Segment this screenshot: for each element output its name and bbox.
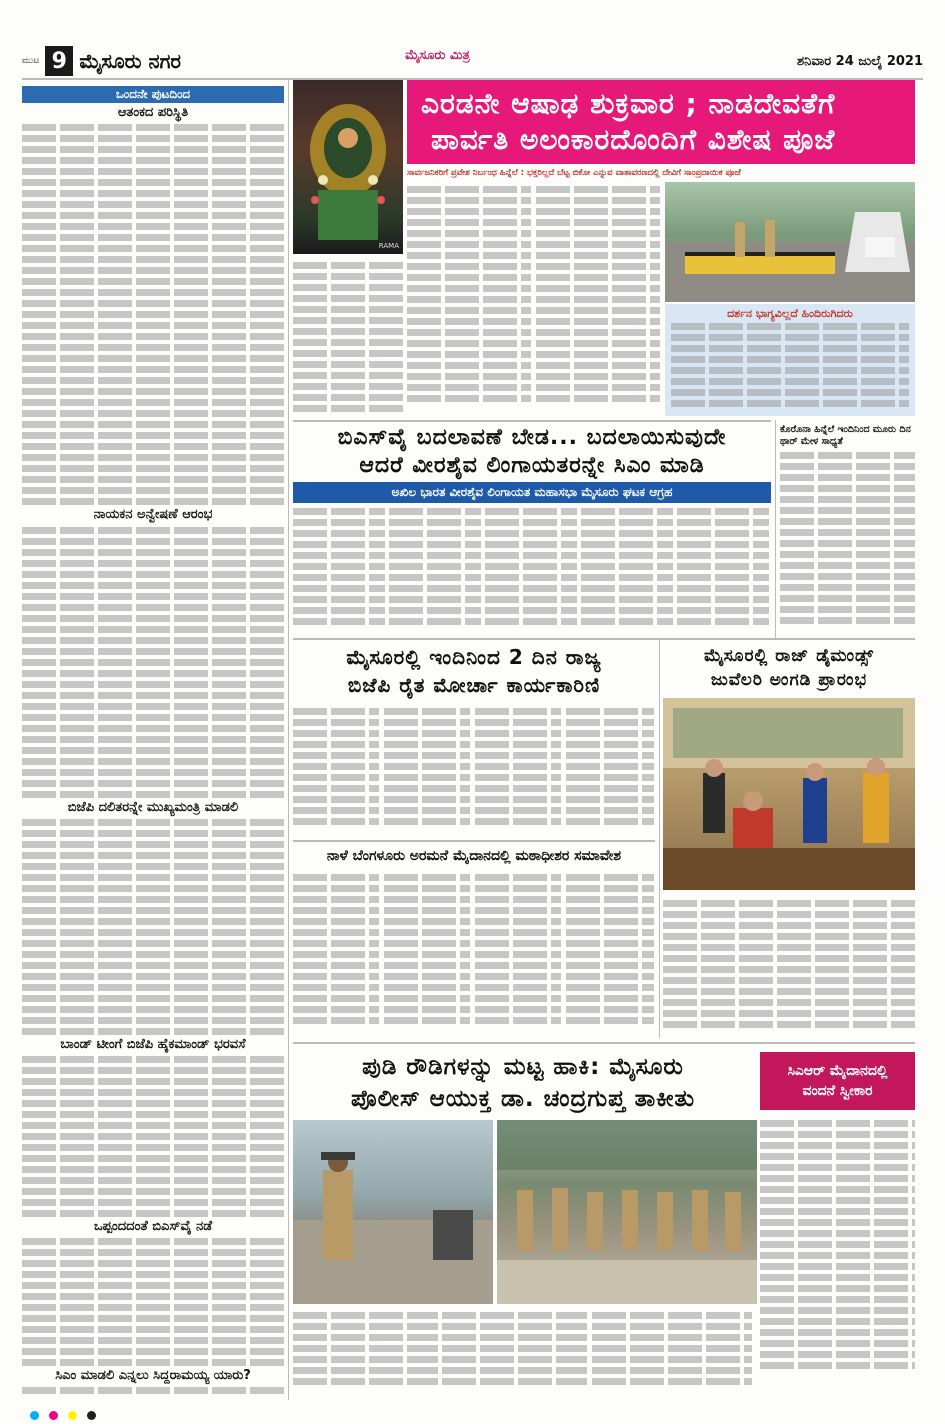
black-mark	[87, 1411, 96, 1420]
story6-headline-line2: ಪೊಲೀಸ್ ಆಯುಕ್ತ ಡಾ. ಚಂದ್ರಗುಪ್ತ ತಾಕೀತು	[350, 1086, 696, 1112]
story1-headline-line1: ಎರಡನೇ ಆಷಾಢ ಶುಕ್ರವಾರ ; ನಾಡದೇವತೆಗೆ	[421, 87, 836, 120]
story6-col1	[293, 1308, 438, 1400]
column-divider	[288, 80, 289, 1400]
section-heading: ನಾಯಕನ ಅನ್ವೇಷಣೆ ಆರಂಭ	[93, 507, 213, 523]
paper-name: ಮೈಸೂರು ಮಿತ್ರ	[405, 48, 470, 63]
story6-col3	[592, 1308, 752, 1400]
story2-col5	[677, 504, 769, 634]
promo-box	[760, 1052, 915, 1110]
caption-box-1	[665, 304, 915, 416]
masthead	[22, 44, 923, 78]
story6-col4	[760, 1116, 915, 1400]
story4-headline-line2: ಜುವೆಲರಿ ಅಂಗಡಿ ಪ್ರಾರಂಭ	[710, 670, 868, 690]
section-heading: ಒಪ್ಪಂದದಂತೆ ಬಿಎಸ್‌ವೈ ನಡೆ	[93, 1219, 213, 1235]
story1-text-col0	[293, 258, 403, 416]
jewellery-store-photo	[663, 698, 915, 890]
police-barricade-photo	[665, 182, 915, 302]
story5-col3	[475, 870, 561, 1036]
rule	[293, 1042, 915, 1044]
section-heading: ಆತಂಕದ ಪರಿಸ್ಥಿತಿ	[117, 105, 189, 121]
police-parade-photo	[497, 1120, 757, 1304]
promo-line1: ಸಿಎಆರ್ ಮೈದಾನದಲ್ಲಿ	[787, 1063, 888, 1079]
goddess-photo	[293, 80, 403, 254]
police-commissioner-photo	[293, 1120, 493, 1304]
story3-headline-line2: ಬಿಜೆಪಿ ರೈತ ಮೋರ್ಚಾ ಕಾರ್ಯಕಾರಿಣಿ	[347, 673, 601, 697]
story1-text-col1	[407, 182, 531, 416]
cyan-mark	[30, 1411, 39, 1420]
story3-col4	[566, 704, 654, 836]
page-label: ಮುಟ	[22, 56, 40, 66]
story1-headline	[407, 80, 915, 164]
story4-text	[663, 896, 915, 1036]
sidebar1	[780, 424, 915, 636]
continued-band: ಒಂದನೇ ಪುಟದಿಂದ	[22, 86, 284, 103]
caption-title: ದರ್ಶನ ಭಾಗ್ಯವಿಲ್ಲದೆ ಹಿಂದಿರುಗಿದರು	[727, 307, 853, 320]
story2-subbar: ಅಖಿಲ ಭಾರತ ವೀರಶೈವ ಲಿಂಗಾಯತ ಮಹಾಸಭಾ ಮೈಸೂರು ಘಟಕ ಆಗ್ರಹ	[293, 482, 771, 503]
story3-col2	[384, 704, 470, 836]
rule	[293, 420, 771, 422]
magenta-mark	[49, 1411, 58, 1420]
rule	[293, 638, 915, 640]
left-column	[22, 86, 284, 1396]
story1-headline-line2: ಪಾರ್ವತಿ ಅಲಂಕಾರದೊಂದಿಗೆ ವಿಶೇಷ ಪೂಜೆ	[431, 123, 836, 156]
story2-headline-line2: ಆದರೆ ವೀರಶೈವ ಲಿಂಗಾಯತರನ್ನೇ ಸಿಎಂ ಮಾಡಿ	[359, 453, 705, 478]
sidebar1-title: ಕೊರೊನಾ ಹಿನ್ನೆಲೆ ಇಂದಿನಿಂದ ಮೂರು ದಿನ ಥಾರ್ ಮೇಳ ಸಾಧ್ಯತೆ	[780, 424, 911, 447]
column-divider	[775, 420, 776, 638]
registration-marks	[30, 1411, 96, 1420]
story5-col1	[293, 870, 379, 1036]
photo-credit: RAMA	[378, 242, 399, 250]
story5-headline: ನಾಳೆ ಬೆಂಗಳೂರು ಅರಮನೆ ಮೈದಾನದಲ್ಲಿ ಮಠಾಧೀಶರ ಸಮಾವೇಶ	[326, 848, 622, 864]
page-number: 9	[45, 46, 73, 76]
story2-col1	[293, 504, 385, 634]
story5-col4	[566, 870, 654, 1036]
section-heading: ಸಿಎಂ ಮಾಡಲಿ ಎನ್ನಲು ಸಿದ್ದರಾಮಯ್ಯ ಯಾರು?	[55, 1368, 251, 1384]
story1-kicker: ಸಾರ್ವಜನಿಕರಿಗೆ ಪ್ರವೇಶ ನಿರ್ಬಂಧ ಹಿನ್ನೆಲೆ : ಭಕ್ತರಿಲ್ಲದೆ ಬೆಟ್ಟ ಬಿಕೋ ಎನ್ನುವ ವಾತಾವರಣದಲ್ಲಿ ದೇವಿಗೆ ಸಾಂಪ್ರದಾಯಿಕ ಪೂಜೆ	[407, 168, 741, 178]
issue-date: ಶನಿವಾರ 24 ಜುಲೈ 2021	[796, 53, 923, 69]
story2-col2	[389, 504, 481, 634]
story5-col2	[384, 870, 470, 1036]
story2-headline-line1: ಬಿಎಸ್‌ವೈ ಬದಲಾವಣೆ ಬೇಡ... ಬದಲಾಯಿಸುವುದೇ	[337, 425, 727, 450]
page-tag	[22, 46, 181, 76]
story6-col2	[442, 1308, 587, 1400]
section-heading: ಬಾಂಡ್ ಟೀಂಗೆ ಬಿಜೆಪಿ ಹೈಕಮಾಂಡ್ ಭರವಸೆ	[60, 1036, 246, 1052]
rule	[293, 840, 655, 842]
story2-col4	[581, 504, 673, 634]
story2-col3	[485, 504, 577, 634]
story3-headline-line1: ಮೈಸೂರಲ್ಲಿ ಇಂದಿನಿಂದ 2 ದಿನ ರಾಜ್ಯ	[346, 645, 602, 669]
story4-headline-line1: ಮೈಸೂರಲ್ಲಿ ರಾಜ್ ಡೈಮಂಡ್ಸ್	[703, 646, 875, 666]
yellow-mark	[68, 1411, 77, 1420]
story3-col3	[475, 704, 561, 836]
story1-text-col2	[536, 182, 660, 416]
column-divider	[659, 640, 660, 1038]
story3-col1	[293, 704, 379, 836]
story6-headline-line1: ಪುಡಿ ರೌಡಿಗಳನ್ನು ಮಟ್ಟ ಹಾಕಿ: ಮೈಸೂರು	[362, 1054, 684, 1080]
section-heading: ಬಿಜೆಪಿ ದಲಿತರನ್ನೇ ಮುಖ್ಯಮಂತ್ರಿ ಮಾಡಲಿ	[67, 799, 239, 815]
section-title: ಮೈಸೂರು ನಗರ	[79, 49, 182, 73]
promo-line2: ವಂದನೆ ಸ್ವೀಕಾರ	[802, 1083, 873, 1099]
